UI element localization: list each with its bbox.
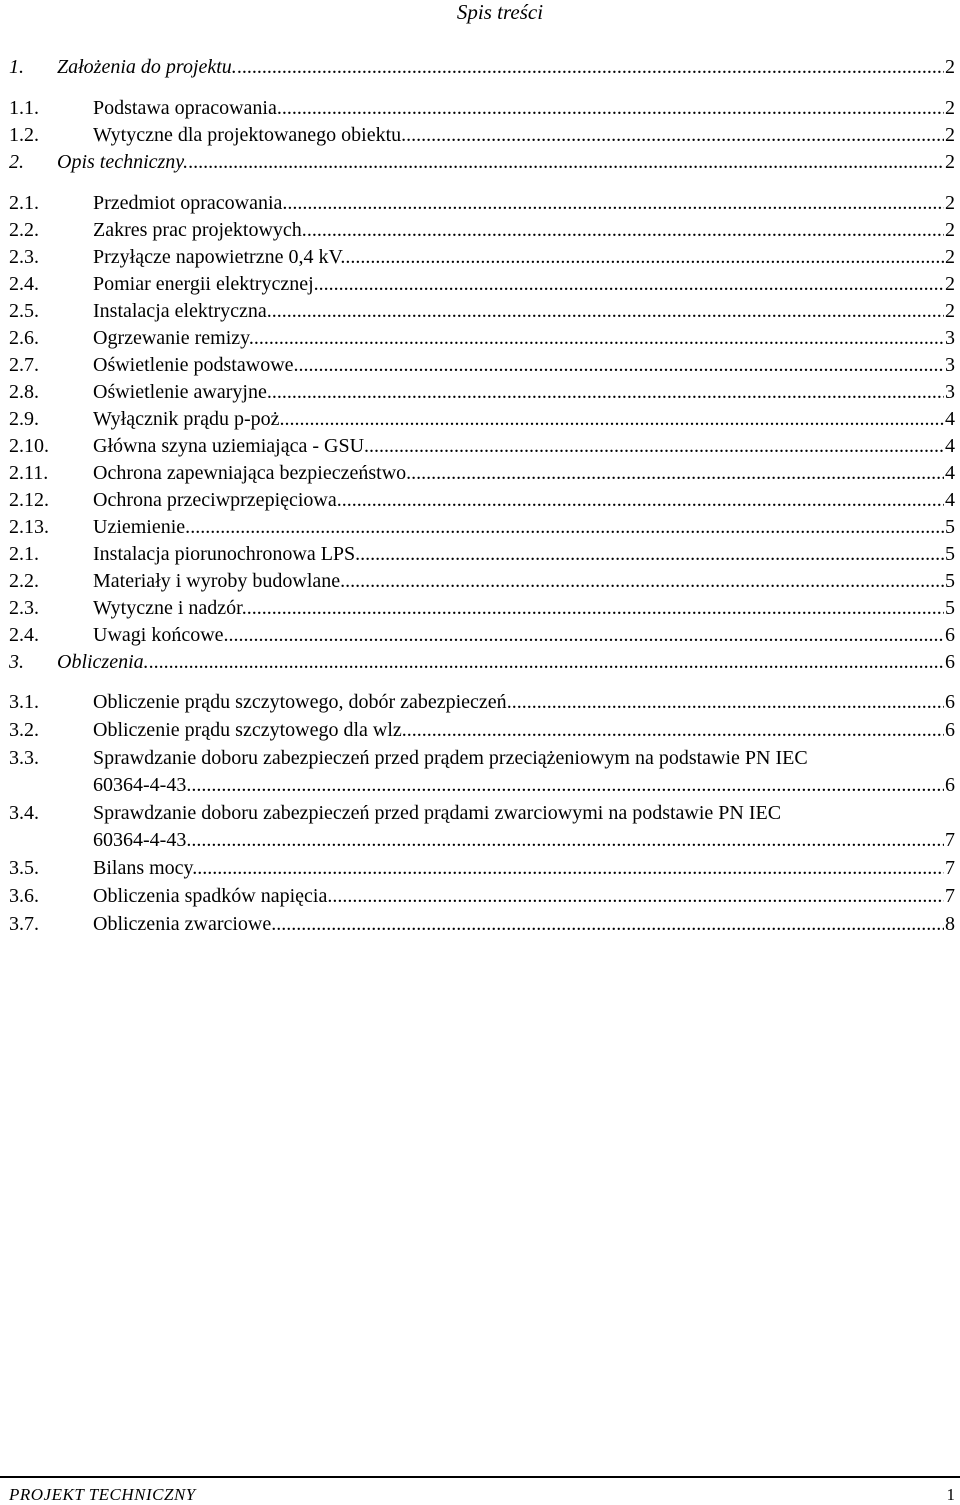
toc-entry-number: 2.2. xyxy=(9,570,39,592)
toc-entry-number: 3.6. xyxy=(9,885,39,907)
toc-entry[interactable] xyxy=(9,487,955,514)
toc-entry-page: 6 xyxy=(945,691,955,713)
toc-entry-label: Przedmiot opracowania. xyxy=(93,192,288,214)
toc-leader-dots xyxy=(229,622,944,649)
toc-leader-dots xyxy=(290,406,945,433)
toc-entry-number: 3.2. xyxy=(9,719,39,741)
toc-entry-label: Obliczenie prądu szczytowego dla wlz. xyxy=(93,719,407,741)
toc-entry-label-line1: Sprawdzanie doboru zabezpieczeń przed prądami zwarciowymi na podstawie PN IEC xyxy=(93,802,782,824)
toc-leader-dots xyxy=(197,855,944,882)
page-title: Spis treści xyxy=(456,0,544,24)
toc-leader-dots xyxy=(342,487,944,514)
toc-entry-page: 3 xyxy=(945,354,955,376)
toc-entry-page: 2 xyxy=(945,246,955,268)
toc-entry-label: Obliczenia zwarciowe xyxy=(93,913,272,935)
toc-entry[interactable] xyxy=(9,271,955,298)
toc-entry-number: 2.13. xyxy=(9,516,49,538)
toc-entry-label: Główna szyna uziemiająca - GSU xyxy=(93,435,365,457)
toc-entry-label: Opis techniczny. xyxy=(57,151,189,173)
toc-entry-number: 1.2. xyxy=(9,124,39,146)
toc-entry[interactable] xyxy=(9,122,955,149)
toc-entry[interactable] xyxy=(9,541,955,568)
toc-entry-label: Wytyczne i nadzór. xyxy=(93,597,247,619)
toc-entry-page: 5 xyxy=(945,597,955,619)
toc-leader-dots xyxy=(190,514,944,541)
toc-entry-label: Obliczenie prądu szczytowego, dobór zabezpieczeń xyxy=(93,691,507,713)
toc-entry[interactable] xyxy=(9,745,955,799)
toc-entry[interactable] xyxy=(9,54,955,81)
toc-entry[interactable] xyxy=(9,649,955,676)
toc-leader-dots xyxy=(299,352,944,379)
toc-entry[interactable] xyxy=(9,800,955,854)
toc-entry[interactable] xyxy=(9,911,955,938)
toc-entry[interactable] xyxy=(9,379,955,406)
toc-entry-number: 3.1. xyxy=(9,691,39,713)
toc-entry-page: 4 xyxy=(945,489,955,511)
toc-entry[interactable] xyxy=(9,352,955,379)
toc-entry-label: Obliczenia spadków napięcia xyxy=(93,885,328,907)
toc-entry-label: Uziemienie. xyxy=(93,516,191,538)
toc-entry-number: 2.1. xyxy=(9,192,39,214)
toc-entry-page: 2 xyxy=(945,219,955,241)
toc-leader-dots xyxy=(191,772,944,799)
toc-leader-dots xyxy=(364,433,944,460)
toc-entry[interactable] xyxy=(9,460,955,487)
toc-entry-label: Instalacja elektryczna. xyxy=(93,300,272,322)
toc-entry[interactable] xyxy=(9,149,955,176)
toc-entry[interactable] xyxy=(9,190,955,217)
toc-leader-dots xyxy=(191,827,944,854)
toc-entry-number: 2.3. xyxy=(9,246,39,268)
toc-entry-label: Uwagi końcowe. xyxy=(93,624,229,646)
toc-entry-page: 2 xyxy=(945,124,955,146)
toc-entry[interactable] xyxy=(9,244,955,271)
toc-entry-label: Ochrona przeciwprzepięciowa. xyxy=(93,489,342,511)
toc-leader-dots xyxy=(355,541,944,568)
toc-entry-number: 2.11. xyxy=(9,462,49,484)
toc-entry-label: Instalacja piorunochronowa LPS xyxy=(93,543,356,565)
toc-entry[interactable] xyxy=(9,717,955,744)
toc-entry-label: Ogrzewanie remizy. xyxy=(93,327,254,349)
toc-leader-dots xyxy=(188,149,944,176)
toc-entry-page: 2 xyxy=(945,56,955,78)
toc-entry-number: 2.6. xyxy=(9,327,39,349)
toc-entry-label: 60364-4-43. xyxy=(93,829,192,851)
toc-entry-page: 4 xyxy=(945,435,955,457)
toc-entry[interactable] xyxy=(9,217,955,244)
toc-entry-number: 2.10. xyxy=(9,435,49,457)
toc-leader-dots xyxy=(406,122,944,149)
toc-leader-dots xyxy=(345,244,944,271)
toc-entry-page: 4 xyxy=(945,462,955,484)
toc-entry[interactable] xyxy=(9,883,955,910)
toc-entry-number: 2.9. xyxy=(9,408,39,430)
toc-leader-dots xyxy=(407,717,944,744)
toc-entry-number: 2.4. xyxy=(9,273,39,295)
toc-entry[interactable] xyxy=(9,568,955,595)
toc-entry-page: 3 xyxy=(945,381,955,403)
toc-entry-label: Oświetlenie awaryjne. xyxy=(93,381,272,403)
toc-entry[interactable] xyxy=(9,855,955,882)
toc-entry-number: 2.5. xyxy=(9,300,39,322)
toc-entry-page: 6 xyxy=(945,651,955,673)
toc-entry-number: 2. xyxy=(9,151,24,173)
toc-entry-label: 60364-4-43. xyxy=(93,774,192,796)
toc-leader-dots xyxy=(254,325,944,352)
toc-leader-dots xyxy=(507,689,944,716)
toc-entry-label: Pomiar energii elektrycznej. xyxy=(93,273,319,295)
toc-entry-page: 7 xyxy=(945,829,955,851)
toc-entry[interactable] xyxy=(9,514,955,541)
toc-entry-number: 2.8. xyxy=(9,381,39,403)
toc-entry-number: 3.7. xyxy=(9,913,39,935)
toc-leader-dots xyxy=(307,217,944,244)
footer-page-number: 1 xyxy=(946,1485,955,1504)
toc-leader-dots xyxy=(282,95,944,122)
toc-entry-label: Założenia do projektu. xyxy=(57,56,237,78)
toc-leader-dots xyxy=(247,595,944,622)
toc-entry-page: 4 xyxy=(945,408,955,430)
toc-leader-dots xyxy=(287,190,944,217)
toc-entry-label: Wyłącznik prądu p-poż.. xyxy=(93,408,290,430)
toc-entry[interactable] xyxy=(9,689,955,716)
toc-entry-page: 2 xyxy=(945,151,955,173)
toc-entry-page: 6 xyxy=(945,624,955,646)
toc-entry-number: 3. xyxy=(9,651,24,673)
toc-entry-page: 2 xyxy=(945,192,955,214)
toc-entry-number: 3.3. xyxy=(9,747,39,769)
toc-leader-dots xyxy=(237,54,944,81)
toc-entry-number: 1. xyxy=(9,56,24,78)
toc-entry[interactable] xyxy=(9,298,955,325)
toc-entry-label: Ochrona zapewniająca bezpieczeństwo. xyxy=(93,462,412,484)
toc-entry-label: Obliczenia. xyxy=(57,651,149,673)
toc-entry-number: 1.1. xyxy=(9,97,39,119)
toc-leader-dots xyxy=(272,298,944,325)
toc-entry-number: 3.4. xyxy=(9,802,39,824)
toc-leader-dots xyxy=(272,379,944,406)
toc-entry-page: 6 xyxy=(945,719,955,741)
toc-entry-number: 2.4. xyxy=(9,624,39,646)
toc-entry-label: Zakres prac projektowych. xyxy=(93,219,307,241)
toc-leader-dots xyxy=(327,883,944,910)
footer-divider xyxy=(0,1476,960,1478)
toc-entry-page: 7 xyxy=(945,885,955,907)
toc-entry-page: 5 xyxy=(945,516,955,538)
toc-entry-number: 2.12. xyxy=(9,489,49,511)
toc-entry[interactable] xyxy=(9,433,955,460)
toc-entry-number: 2.3. xyxy=(9,597,39,619)
toc-entry-page: 3 xyxy=(945,327,955,349)
toc-entry[interactable] xyxy=(9,95,955,122)
toc-entry-page: 7 xyxy=(945,857,955,879)
toc-entry[interactable] xyxy=(9,595,955,622)
toc-leader-dots xyxy=(149,649,944,676)
toc-entry-page: 5 xyxy=(945,570,955,592)
toc-entry-page: 6 xyxy=(945,774,955,796)
toc-entry-label: Bilans mocy. xyxy=(93,857,198,879)
toc-entry-label-line1: Sprawdzanie doboru zabezpieczeń przed prądem przeciążeniowym na podstawie PN IEC xyxy=(93,747,808,769)
footer-project-label: PROJEKT TECHNICZNY xyxy=(9,1485,196,1504)
toc-entry-label: Podstawa opracowania. xyxy=(93,97,282,119)
toc-leader-dots xyxy=(411,460,944,487)
toc-entry[interactable] xyxy=(9,622,955,649)
toc-entry[interactable] xyxy=(9,406,955,433)
toc-entry-label: Oświetlenie podstawowe. xyxy=(93,354,299,376)
toc-entry-number: 2.2. xyxy=(9,219,39,241)
toc-entry-page: 2 xyxy=(945,300,955,322)
toc-entry-page: 2 xyxy=(945,97,955,119)
toc-entry-page: 8 xyxy=(945,913,955,935)
toc-entry-label: Przyłącze napowietrzne 0,4 kV. xyxy=(93,246,346,268)
toc-leader-dots xyxy=(345,568,944,595)
toc-leader-dots xyxy=(271,911,944,938)
toc-entry-page: 5 xyxy=(945,543,955,565)
toc-entry[interactable] xyxy=(9,325,955,352)
toc-entry-number: 2.7. xyxy=(9,354,39,376)
toc-entry-number: 2.1. xyxy=(9,543,39,565)
toc-entry-number: 3.5. xyxy=(9,857,39,879)
toc-entry-page: 2 xyxy=(945,273,955,295)
toc-entry-label: Wytyczne dla projektowanego obiektu. xyxy=(93,124,407,146)
toc-entry-label: Materiały i wyroby budowlane. xyxy=(93,570,346,592)
toc-leader-dots xyxy=(319,271,944,298)
